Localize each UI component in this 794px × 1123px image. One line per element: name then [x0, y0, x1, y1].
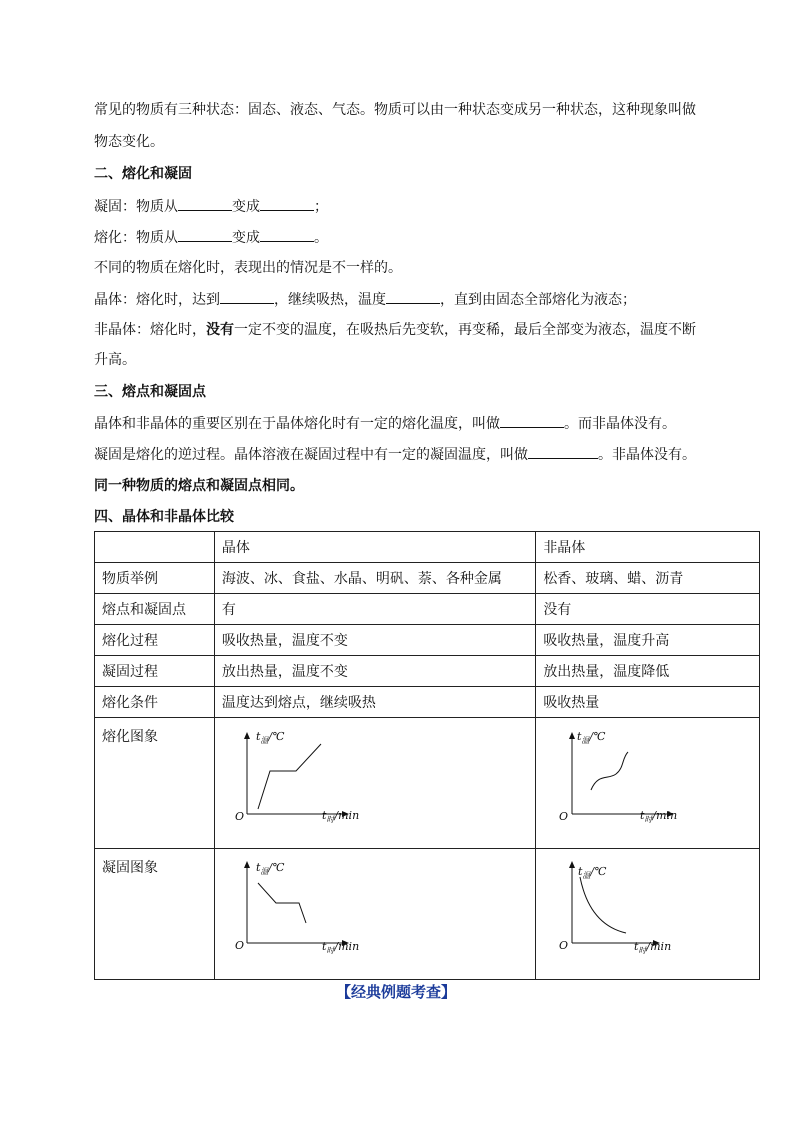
origin-label: O: [234, 939, 244, 952]
table-cell: 熔化图象: [95, 718, 215, 849]
table-row-melting-graph: [95, 718, 760, 849]
table-cell: 凝固图象: [95, 849, 215, 980]
table-cell: 熔化过程: [95, 625, 215, 656]
amorphous-melting-graph: [536, 718, 760, 840]
comparison-table: [94, 531, 760, 980]
solidifying-curve: [258, 883, 306, 923]
melt-definition: 熔化：物质从 变成 。: [94, 227, 328, 248]
answer-blank[interactable]: [260, 227, 314, 242]
origin-label: O: [559, 939, 569, 952]
table-cell: 吸收热量，温度不变: [214, 625, 535, 656]
answer-blank[interactable]: [528, 444, 598, 459]
table-cell: 有: [214, 594, 535, 625]
origin-label: O: [234, 810, 244, 823]
table-header-cell: 非晶体: [536, 532, 760, 563]
table-cell: 吸收热量: [536, 687, 760, 718]
x-axis-label: $t_时/\min$: [321, 809, 359, 824]
table-cell: 放出热量，温度降低: [536, 656, 760, 687]
y-axis-label: $t_温/℃$: [255, 861, 285, 876]
y-axis-arrow: [569, 732, 575, 739]
section-3-heading: 三、熔点和凝固点: [94, 384, 206, 400]
answer-blank[interactable]: [386, 289, 440, 304]
section-4-heading: 四、晶体和非晶体比较: [94, 509, 234, 525]
x-axis-label: $t_时/\min$: [640, 809, 678, 824]
freezing-point-definition: 凝固是熔化的逆过程。晶体溶液在凝固过程中有一定的凝固温度，叫做 。非晶体没有。: [94, 444, 696, 465]
y-axis-label: $t_温/℃$: [577, 730, 606, 745]
table-cell: 松香、玻璃、蜡、沥青: [536, 563, 760, 594]
answer-blank[interactable]: [260, 196, 314, 211]
solidifying-curve: [580, 877, 626, 933]
section-2-heading: 二、熔化和凝固: [94, 166, 192, 182]
amorphous-melting-cont: 升高。: [94, 352, 136, 368]
table-row: [95, 563, 760, 594]
intro-line-2: 物态变化。: [94, 134, 164, 150]
x-axis-label: $t_时/\min$: [321, 940, 359, 955]
melting-curve: [591, 752, 628, 790]
table-cell: 熔点和凝固点: [95, 594, 215, 625]
table-row: [95, 687, 760, 718]
y-axis-arrow: [244, 861, 250, 868]
table-row-solidifying-graph: [95, 849, 760, 980]
crystal-solidifying-graph: [215, 849, 537, 971]
melting-curve: [258, 744, 321, 809]
y-axis-arrow: [244, 732, 250, 739]
table-header-cell: 晶体: [214, 532, 535, 563]
table-cell: 放出热量，温度不变: [214, 656, 535, 687]
table-cell: 熔化条件: [95, 687, 215, 718]
origin-label: O: [559, 810, 569, 823]
table-header-row: [95, 532, 760, 563]
x-axis-label: $t_时/\min$: [634, 940, 672, 955]
answer-blank[interactable]: [220, 289, 274, 304]
table-row: [95, 594, 760, 625]
table-cell: 温度达到熔点，继续吸热: [214, 687, 535, 718]
table-cell: 吸收热量，温度升高: [536, 625, 760, 656]
melting-point-definition: 晶体和非晶体的重要区别在于晶体熔化时有一定的熔化温度，叫做 。而非晶体没有。: [94, 413, 676, 434]
answer-blank[interactable]: [500, 413, 564, 428]
crystal-melting-graph: [215, 718, 537, 840]
crystal-melting-graph-cell: [214, 718, 535, 849]
crystal-solidifying-graph-cell: [214, 849, 535, 980]
table-cell: 海波、冰、食盐、水晶、明矾、萘、各种金属: [214, 563, 535, 594]
table-cell: 没有: [536, 594, 760, 625]
table-row: [95, 625, 760, 656]
melting-difference: 不同的物质在熔化时，表现出的情况是不一样的。: [94, 260, 402, 276]
answer-blank[interactable]: [178, 227, 232, 242]
table-cell: 物质举例: [95, 563, 215, 594]
table-header-cell: [95, 532, 215, 563]
examples-section-title: 【经典例题考查】: [336, 983, 457, 1001]
same-point-note: 同一种物质的熔点和凝固点相同。: [94, 478, 304, 494]
table-row: [95, 656, 760, 687]
intro-line-1: 常见的物质有三种状态：固态、液态、气态。物质可以由一种状态变成另一种状态，这种现象叫做: [94, 102, 696, 118]
solidify-definition: 凝固：物质从 变成 ；: [94, 196, 328, 217]
amorphous-melting: 非晶体：熔化时，没有一定不变的温度，在吸热后先变软，再变稀，最后全部变为液态，温度不断: [94, 322, 696, 338]
answer-blank[interactable]: [178, 196, 232, 211]
amorphous-melting-graph-cell: [536, 718, 760, 849]
y-axis-arrow: [569, 861, 575, 868]
crystal-melting: 晶体：熔化时，达到 ，继续吸热，温度 ，直到由固态全部熔化为液态；: [94, 289, 636, 310]
amorphous-solidifying-graph: [536, 849, 760, 971]
amorphous-solidifying-graph-cell: [536, 849, 760, 980]
y-axis-label: $t_温/℃$: [578, 865, 607, 880]
y-axis-label: $t_温/℃$: [255, 730, 285, 745]
table-cell: 凝固过程: [95, 656, 215, 687]
